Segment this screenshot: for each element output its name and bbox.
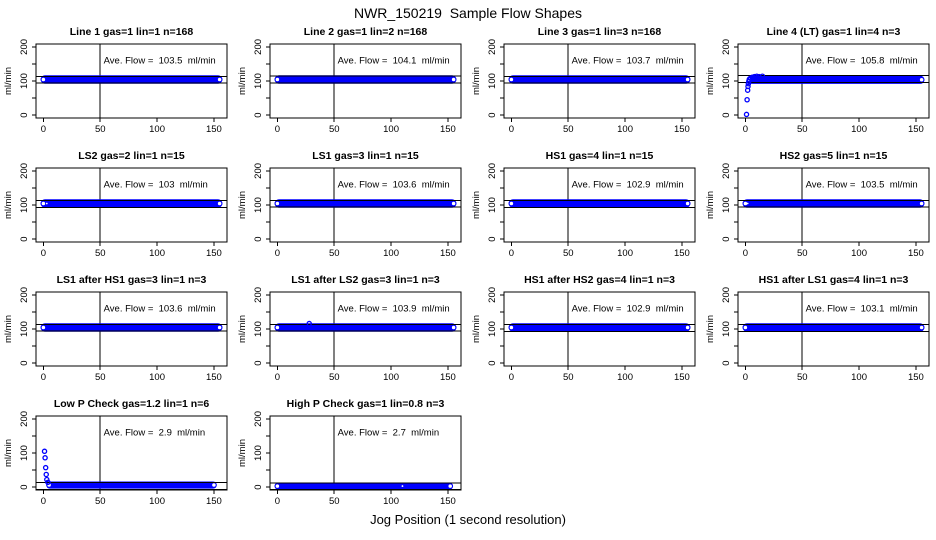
subplot-11 xyxy=(468,268,702,392)
data-point xyxy=(448,484,453,489)
y-tick-label: 100 xyxy=(253,321,264,337)
x-tick-label: 150 xyxy=(205,124,222,135)
y-axis-label: ml/min xyxy=(3,439,14,467)
x-tick-label: 0 xyxy=(40,248,47,259)
y-tick-label: 100 xyxy=(19,73,30,89)
x-tick-label: 100 xyxy=(383,124,400,135)
y-axis-label: ml/min xyxy=(237,439,248,467)
y-tick-label: 200 xyxy=(487,38,498,55)
data-point xyxy=(509,77,514,82)
y-tick-label: 0 xyxy=(19,112,30,118)
subplot-title: Low P Check gas=1.2 lin=1 n=6 xyxy=(53,398,210,410)
data-point xyxy=(919,325,924,330)
x-tick-label: 150 xyxy=(907,372,924,383)
y-tick-label: 200 xyxy=(487,286,498,303)
y-tick-label: 0 xyxy=(487,236,498,242)
data-point xyxy=(685,77,690,82)
x-tick-label: 150 xyxy=(205,496,222,507)
x-tick-label: 0 xyxy=(274,124,281,135)
data-point xyxy=(217,201,222,206)
ave-flow-annotation: Ave. Flow = 103.6 ml/min xyxy=(337,179,450,191)
y-tick-label: 0 xyxy=(487,112,498,118)
y-tick-label: 200 xyxy=(721,286,732,303)
x-tick-label: 50 xyxy=(328,496,340,507)
data-point xyxy=(509,201,514,206)
subplot-3 xyxy=(468,20,702,144)
subplot-title: Line 1 gas=1 lin=1 n=168 xyxy=(69,26,194,38)
data-point xyxy=(919,78,924,83)
subplot-title: Line 3 gas=1 lin=3 n=168 xyxy=(537,26,662,38)
x-tick-label: 150 xyxy=(439,124,456,135)
y-tick-label: 200 xyxy=(253,286,264,303)
subplot-13 xyxy=(0,392,234,516)
data-band xyxy=(275,482,453,489)
data-point xyxy=(43,456,47,460)
y-axis-label: ml/min xyxy=(3,191,14,219)
y-tick-label: 100 xyxy=(487,197,498,213)
x-tick-label: 100 xyxy=(149,496,166,507)
y-tick-label: 200 xyxy=(19,38,30,55)
x-tick-label: 100 xyxy=(617,248,634,259)
subplot-12 xyxy=(702,268,936,392)
x-tick-label: 0 xyxy=(508,248,515,259)
ave-flow-annotation: Ave. Flow = 104.1 ml/min xyxy=(337,55,450,67)
y-tick-label: 0 xyxy=(253,112,264,118)
y-tick-label: 0 xyxy=(487,360,498,366)
x-tick-label: 150 xyxy=(439,248,456,259)
x-tick-label: 150 xyxy=(907,124,924,135)
data-point xyxy=(275,484,280,489)
y-tick-label: 0 xyxy=(19,484,30,490)
data-point xyxy=(41,201,46,206)
y-axis-label: ml/min xyxy=(237,315,248,343)
x-tick-label: 50 xyxy=(562,372,574,383)
subplot-5 xyxy=(0,144,234,268)
y-axis-label: ml/min xyxy=(705,315,716,343)
x-tick-label: 50 xyxy=(562,124,574,135)
data-point xyxy=(275,201,280,206)
subplot-title: HS1 after LS1 gas=4 lin=1 n=3 xyxy=(758,274,909,286)
data-point xyxy=(42,449,46,453)
subplot-title: LS1 after LS2 gas=3 lin=1 n=3 xyxy=(291,274,440,286)
x-tick-label: 50 xyxy=(94,124,106,135)
subplot-title: HS1 gas=4 lin=1 n=15 xyxy=(545,150,654,162)
x-tick-label: 150 xyxy=(673,248,690,259)
data-point xyxy=(451,201,456,206)
x-tick-label: 50 xyxy=(796,372,808,383)
subplot-2 xyxy=(234,20,468,144)
y-axis-label: ml/min xyxy=(471,67,482,95)
x-tick-label: 0 xyxy=(274,496,281,507)
data-point xyxy=(44,466,48,470)
y-axis-label: ml/min xyxy=(3,315,14,343)
y-tick-label: 100 xyxy=(253,197,264,213)
data-point xyxy=(451,77,456,82)
y-tick-label: 200 xyxy=(19,162,30,179)
ave-flow-annotation: Ave. Flow = 102.9 ml/min xyxy=(571,179,684,191)
x-tick-label: 150 xyxy=(907,248,924,259)
x-tick-label: 0 xyxy=(40,124,47,135)
x-tick-label: 0 xyxy=(742,372,749,383)
x-tick-label: 100 xyxy=(383,496,400,507)
x-tick-label: 100 xyxy=(149,372,166,383)
x-tick-label: 50 xyxy=(328,372,340,383)
data-point xyxy=(212,483,217,488)
subplot-title: HS2 gas=5 lin=1 n=15 xyxy=(779,150,888,162)
subplot-1 xyxy=(0,20,234,144)
data-point xyxy=(745,98,749,102)
subplot-6 xyxy=(234,144,468,268)
x-tick-label: 0 xyxy=(274,372,281,383)
ave-flow-annotation: Ave. Flow = 103.6 ml/min xyxy=(103,303,216,315)
figure-title: NWR_150219 Sample Flow Shapes xyxy=(353,5,582,21)
y-axis-label: ml/min xyxy=(705,191,716,219)
subplot-10 xyxy=(234,268,468,392)
data-point xyxy=(451,325,456,330)
data-point xyxy=(919,201,924,206)
y-tick-label: 100 xyxy=(487,321,498,337)
subplot-4 xyxy=(702,20,936,144)
band-gap xyxy=(747,203,749,205)
y-tick-label: 100 xyxy=(721,73,732,89)
x-tick-label: 0 xyxy=(274,248,281,259)
ave-flow-annotation: Ave. Flow = 103.1 ml/min xyxy=(805,303,918,315)
subplot-8 xyxy=(702,144,936,268)
y-tick-label: 200 xyxy=(19,410,30,427)
subplot-title: LS1 gas=3 lin=1 n=15 xyxy=(312,150,419,162)
x-tick-label: 100 xyxy=(617,372,634,383)
x-tick-label: 50 xyxy=(94,372,106,383)
y-tick-label: 0 xyxy=(253,484,264,490)
x-tick-label: 100 xyxy=(383,372,400,383)
x-tick-label: 0 xyxy=(508,372,515,383)
data-point xyxy=(41,325,46,330)
y-tick-label: 0 xyxy=(721,112,732,118)
x-tick-label: 150 xyxy=(673,372,690,383)
y-axis-label: ml/min xyxy=(471,315,482,343)
data-point xyxy=(217,77,222,82)
x-axis-label: Jog Position (1 second resolution) xyxy=(370,512,566,527)
x-tick-label: 0 xyxy=(742,248,749,259)
subplot-14 xyxy=(234,392,468,516)
ave-flow-annotation: Ave. Flow = 2.7 ml/min xyxy=(337,427,440,439)
x-tick-label: 0 xyxy=(742,124,749,135)
data-point xyxy=(509,325,514,330)
ave-flow-annotation: Ave. Flow = 2.9 ml/min xyxy=(103,427,206,439)
data-point xyxy=(685,325,690,330)
ave-flow-annotation: Ave. Flow = 103 ml/min xyxy=(103,179,208,191)
x-tick-label: 150 xyxy=(205,372,222,383)
x-tick-label: 50 xyxy=(796,248,808,259)
data-point xyxy=(743,325,748,330)
data-point xyxy=(41,77,46,82)
data-point xyxy=(275,325,280,330)
x-tick-label: 50 xyxy=(94,248,106,259)
y-axis-label: ml/min xyxy=(705,67,716,95)
y-tick-label: 200 xyxy=(253,162,264,179)
y-tick-label: 0 xyxy=(721,360,732,366)
y-tick-label: 200 xyxy=(253,38,264,55)
y-tick-label: 100 xyxy=(19,197,30,213)
y-tick-label: 200 xyxy=(19,286,30,303)
ave-flow-annotation: Ave. Flow = 103.5 ml/min xyxy=(103,55,216,67)
x-tick-label: 0 xyxy=(508,124,515,135)
data-point xyxy=(217,325,222,330)
y-tick-label: 0 xyxy=(19,236,30,242)
y-tick-label: 100 xyxy=(721,321,732,337)
subplot-title: HS1 after HS2 gas=4 lin=1 n=3 xyxy=(524,274,675,286)
x-tick-label: 50 xyxy=(328,248,340,259)
x-tick-label: 50 xyxy=(328,124,340,135)
data-point xyxy=(744,112,748,116)
subplot-title: Line 2 gas=1 lin=2 n=168 xyxy=(303,26,428,38)
x-tick-label: 50 xyxy=(796,124,808,135)
data-point xyxy=(685,201,690,206)
subplot-title: LS1 after HS1 gas=3 lin=1 n=3 xyxy=(56,274,207,286)
y-tick-label: 200 xyxy=(721,162,732,179)
x-tick-label: 100 xyxy=(851,248,868,259)
x-tick-label: 150 xyxy=(439,372,456,383)
y-axis-label: ml/min xyxy=(237,67,248,95)
x-tick-label: 50 xyxy=(562,248,574,259)
data-point xyxy=(44,472,48,476)
y-tick-label: 0 xyxy=(253,236,264,242)
x-tick-label: 100 xyxy=(851,372,868,383)
x-tick-label: 100 xyxy=(149,248,166,259)
x-tick-label: 100 xyxy=(149,124,166,135)
subplot-title: High P Check gas=1 lin=0.8 n=3 xyxy=(286,398,445,410)
x-tick-label: 100 xyxy=(851,124,868,135)
subplot-title: Line 4 (LT) gas=1 lin=4 n=3 xyxy=(766,26,901,38)
ave-flow-annotation: Ave. Flow = 103.7 ml/min xyxy=(571,55,684,67)
ave-flow-annotation: Ave. Flow = 103.9 ml/min xyxy=(337,303,450,315)
y-tick-label: 200 xyxy=(487,162,498,179)
y-tick-label: 0 xyxy=(721,236,732,242)
ave-flow-annotation: Ave. Flow = 103.5 ml/min xyxy=(805,179,918,191)
y-tick-label: 100 xyxy=(19,445,30,461)
subplot-title: LS2 gas=2 lin=1 n=15 xyxy=(78,150,185,162)
data-point xyxy=(275,77,280,82)
x-tick-label: 100 xyxy=(617,124,634,135)
y-tick-label: 100 xyxy=(487,73,498,89)
band-gap xyxy=(402,485,404,487)
y-axis-label: ml/min xyxy=(471,191,482,219)
x-tick-label: 150 xyxy=(205,248,222,259)
subplot-9 xyxy=(0,268,234,392)
ave-flow-annotation: Ave. Flow = 102.9 ml/min xyxy=(571,303,684,315)
x-tick-label: 100 xyxy=(383,248,400,259)
x-tick-label: 150 xyxy=(673,124,690,135)
x-tick-label: 0 xyxy=(40,496,47,507)
y-tick-label: 200 xyxy=(253,410,264,427)
y-tick-label: 0 xyxy=(253,360,264,366)
y-tick-label: 200 xyxy=(721,38,732,55)
y-tick-label: 100 xyxy=(19,321,30,337)
y-axis-label: ml/min xyxy=(237,191,248,219)
y-tick-label: 100 xyxy=(721,197,732,213)
x-tick-label: 50 xyxy=(94,496,106,507)
ave-flow-annotation: Ave. Flow = 105.8 ml/min xyxy=(805,55,918,67)
y-axis-label: ml/min xyxy=(3,67,14,95)
x-tick-label: 150 xyxy=(439,496,456,507)
y-tick-label: 0 xyxy=(19,360,30,366)
subplot-7 xyxy=(468,144,702,268)
x-tick-label: 0 xyxy=(40,372,47,383)
y-tick-label: 100 xyxy=(253,445,264,461)
band-gap xyxy=(46,203,48,205)
y-tick-label: 100 xyxy=(253,73,264,89)
